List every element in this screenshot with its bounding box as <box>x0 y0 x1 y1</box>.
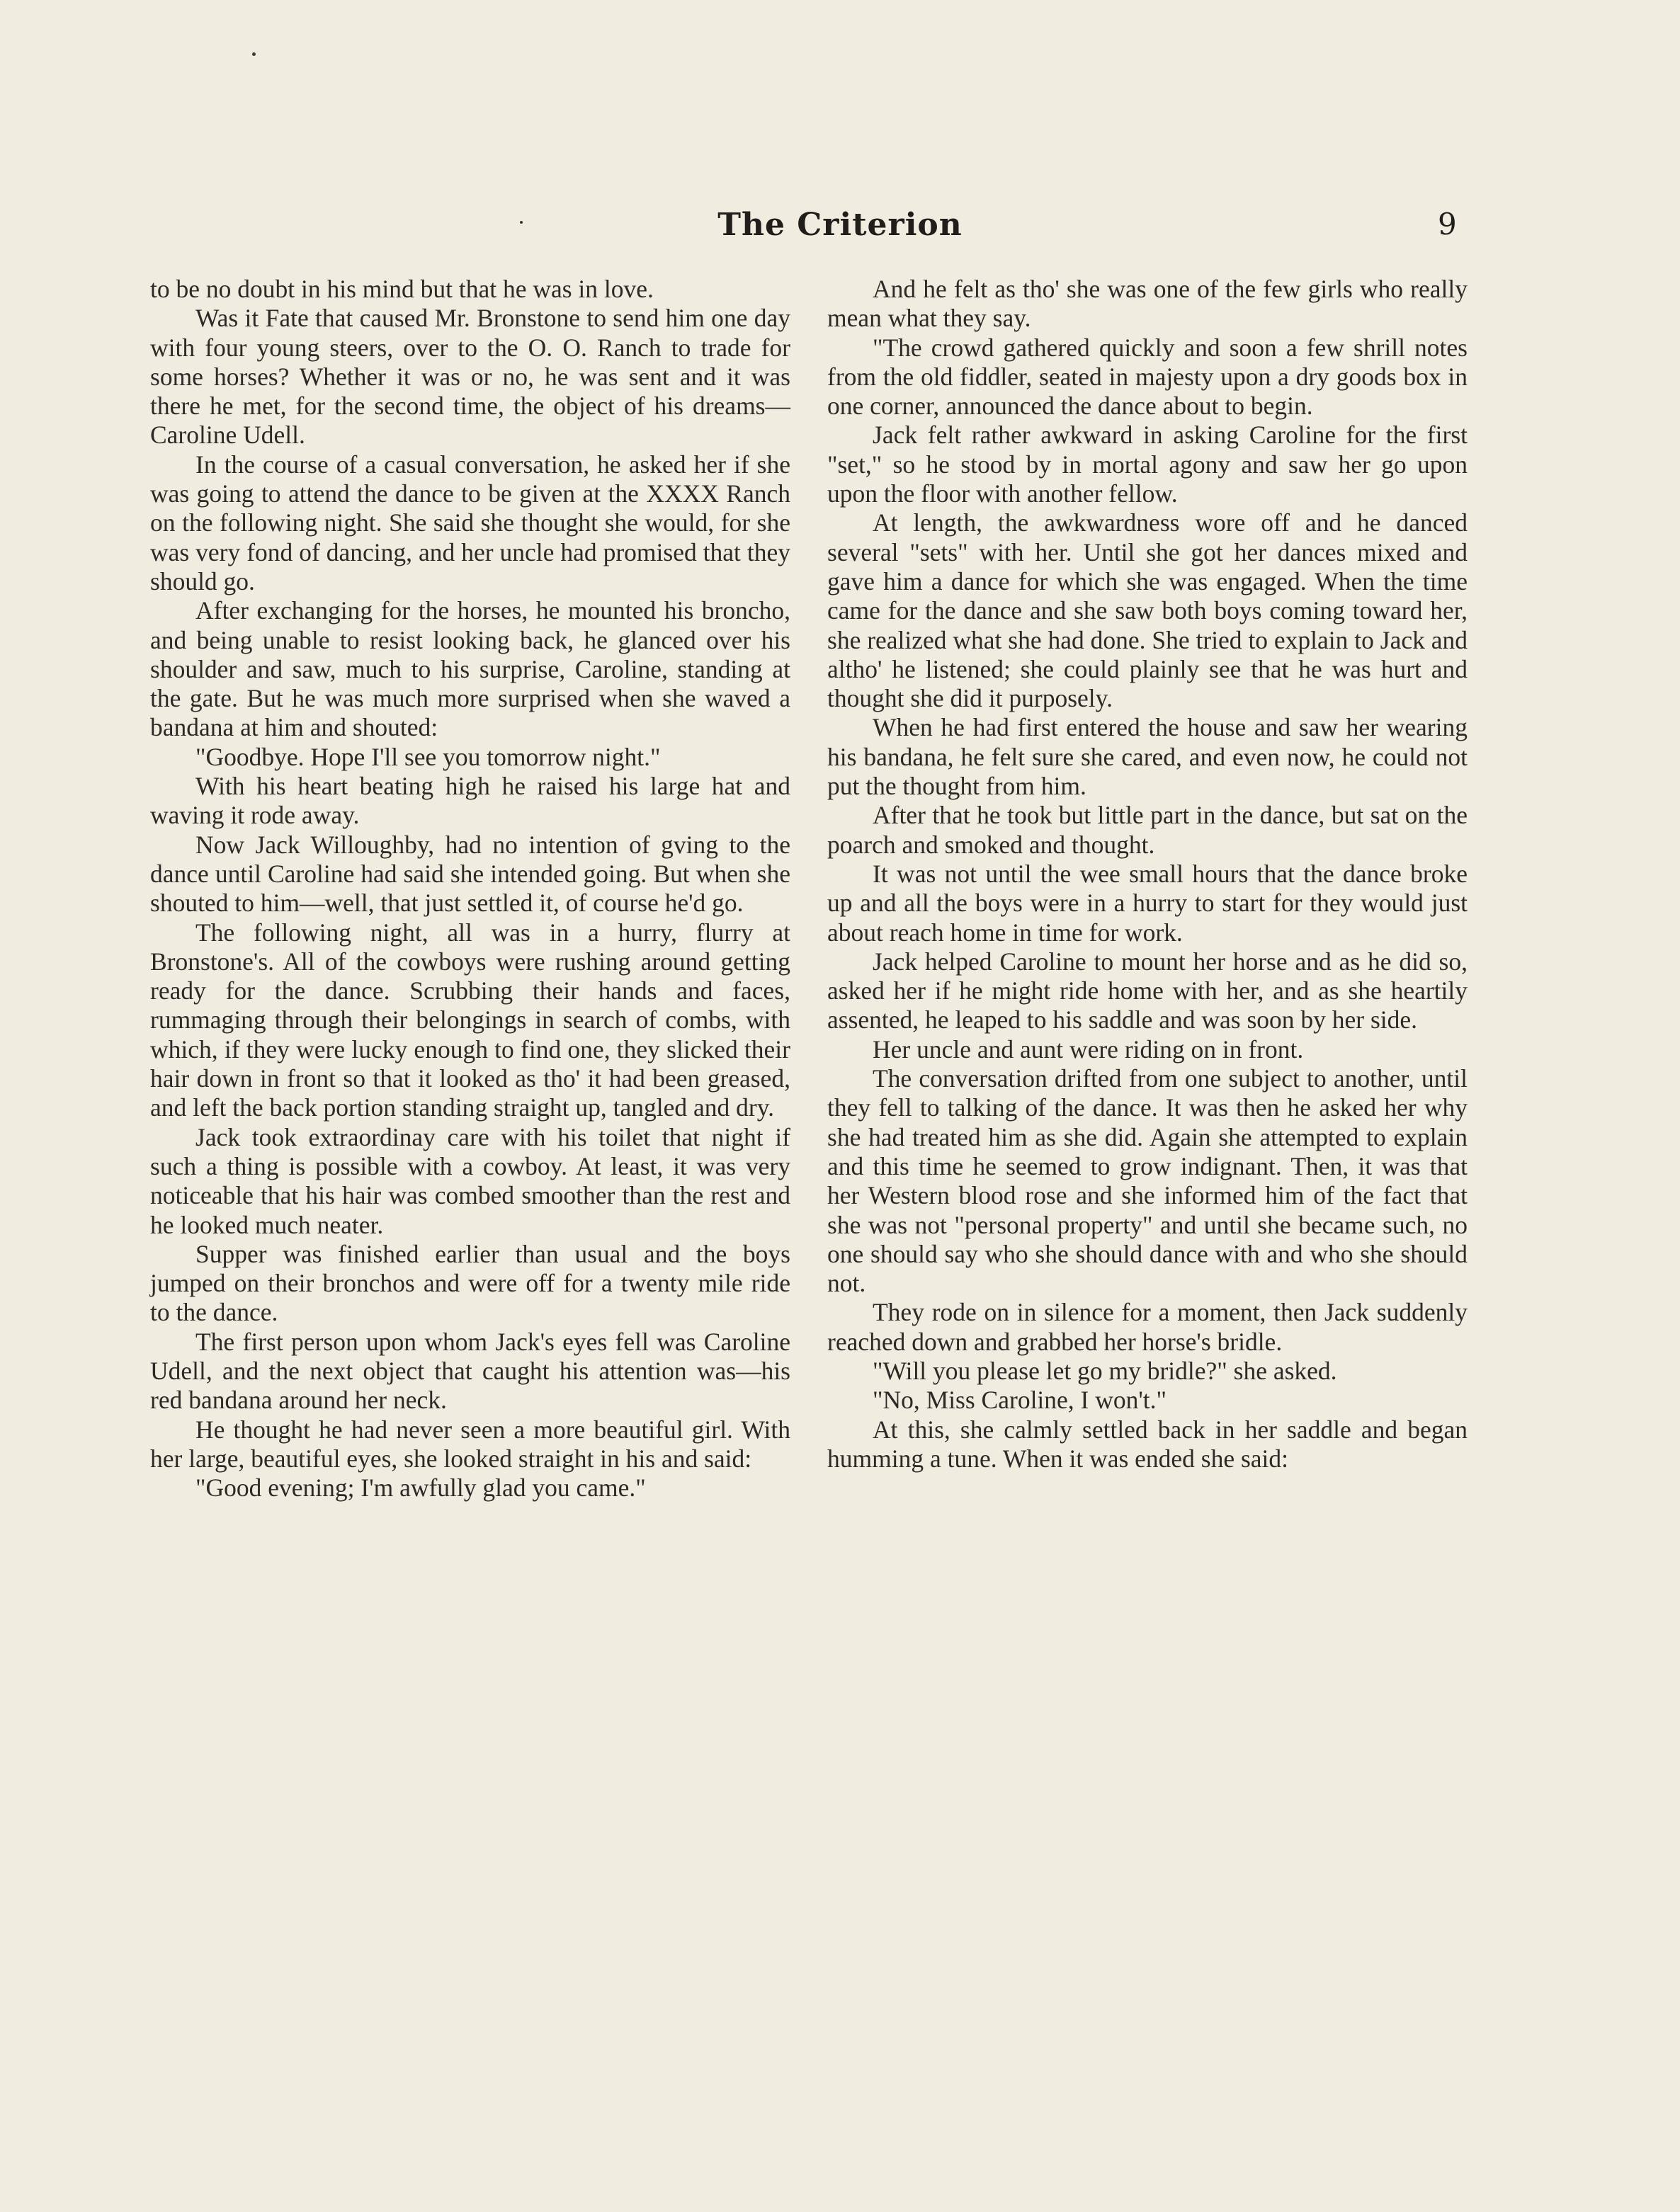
paragraph: Jack took extraordinay care with his toilet that night if such a thing is possible with a cowboy. At least, it was very noticeable that his hair was combed smoother than the rest and he looked much neater. <box>150 1122 790 1239</box>
paragraph: And he felt as tho' she was one of the few girls who really mean what they say. <box>827 275 1468 333</box>
paragraph: "Goodbye. Hope I'll see you tomorrow night." <box>195 742 661 771</box>
paragraph: It was not until the wee small hours that the dance broke up and all the boys were in a hurry to start for they would just about reach home in time for work. <box>827 859 1468 947</box>
paragraph: At length, the awkwardness wore off and he danced several "sets" with her. Until she got her dances mixed and gave him a dance for which she was engaged. When the time came for the dance and she saw both boys coming toward her, she realized what she had done. She tried to explain to Jack and altho' he listened; she could plainly see that he was hurt and thought she did it purposely. <box>827 508 1468 713</box>
paragraph: to be no doubt in his mind but that he was in love. <box>150 275 654 303</box>
paragraph: Her uncle and aunt were riding on in front. <box>873 1034 1304 1064</box>
paragraph: At this, she calmly settled back in her saddle and began humming a tune. When it was ended she said: <box>827 1415 1468 1473</box>
right-text-column <box>827 275 1468 1473</box>
paragraph: Was it Fate that caused Mr. Bronstone to send him one day with four young steers, over to the O. O. Ranch to trade for some horses? Whether it was or no, he was sent and it was there he met, for the second time, the object of his dreams—Caroline Udell. <box>150 304 790 450</box>
page-number: 9 <box>1438 207 1457 241</box>
paragraph: After that he took but little part in the dance, but sat on the poarch and smoked and thought. <box>827 801 1468 859</box>
paragraph: Jack helped Caroline to mount her horse and as he did so, asked her if he might ride home with her, and as she heartily assented, he leaped to his saddle and was soon by her side. <box>827 947 1468 1034</box>
paragraph: Now Jack Willoughby, had no intention of gving to the dance until Caroline had said she intended going. But when she shouted to him—well, that just settled it, of course he'd go. <box>150 830 790 918</box>
paragraph: "Good evening; I'm awfully glad you came." <box>195 1473 646 1503</box>
paragraph: "Will you please let go my bridle?" she asked. <box>873 1356 1337 1385</box>
paragraph: The first person upon whom Jack's eyes fell was Caroline Udell, and the next object that caught his attention was—his red bandana around her neck. <box>150 1327 790 1415</box>
paragraph: After exchanging for the horses, he mounted his broncho, and being unable to resist looking back, he glanced over his shoulder and saw, much to his surprise, Caroline, standing at the gate. But he was much more surprised when she waved a bandana at him and shouted: <box>150 596 790 742</box>
print-speck <box>252 52 256 56</box>
paragraph: He thought he had never seen a more beautiful girl. With her large, beautiful eyes, she looked straight in his and said: <box>150 1415 790 1473</box>
paragraph: "The crowd gathered quickly and soon a few shrill notes from the old fiddler, seated in majesty upon a dry goods box in one corner, announced the dance about to begin. <box>827 333 1468 421</box>
paragraph: The following night, all was in a hurry, flurry at Bronstone's. All of the cowboys were rushing around getting ready for the dance. Scrubbing their hands and faces, rummaging through their belongings in search of combs, with which, if they were lucky enough to find one, they slicked their hair down in front so that it looked as tho' it had been greased, and left the back portion standing straight up, tangled and dry. <box>150 918 790 1122</box>
paragraph: When he had first entered the house and saw her wearing his bandana, he felt sure she cared, and even now, he could not put the thought from him. <box>827 713 1468 801</box>
paragraph: "No, Miss Caroline, I won't." <box>873 1386 1167 1415</box>
left-text-column <box>150 275 790 1503</box>
paragraph: With his heart beating high he raised his large hat and waving it rode away. <box>150 772 790 830</box>
paragraph: In the course of a casual conversation, he asked her if she was going to attend the dance to be given at the XXXX Ranch on the following night. She said she thought she would, for she was very fond of dancing, and her uncle had promised that they should go. <box>150 450 790 595</box>
paragraph: Supper was finished earlier than usual and the boys jumped on their bronchos and were off for a twenty mile ride to the dance. <box>150 1239 790 1327</box>
paragraph: The conversation drifted from one subject to another, until they fell to talking of the dance. It was then he asked her why she had treated him as she did. Again she attempted to explain and this time he seemed to grow indignant. Then, it was that her Western blood rose and she informed him of the fact that she was not "personal property" and until she became such, no one should say who she should dance with and who she should not. <box>827 1064 1468 1298</box>
paragraph: Jack felt rather awkward in asking Caroline for the first "set," so he stood by in mortal agony and saw her go upon upon the floor with another fellow. <box>827 421 1468 508</box>
page-header-title: The Criterion <box>717 207 963 243</box>
paragraph: They rode on in silence for a moment, then Jack suddenly reached down and grabbed her horse's bridle. <box>827 1298 1468 1356</box>
